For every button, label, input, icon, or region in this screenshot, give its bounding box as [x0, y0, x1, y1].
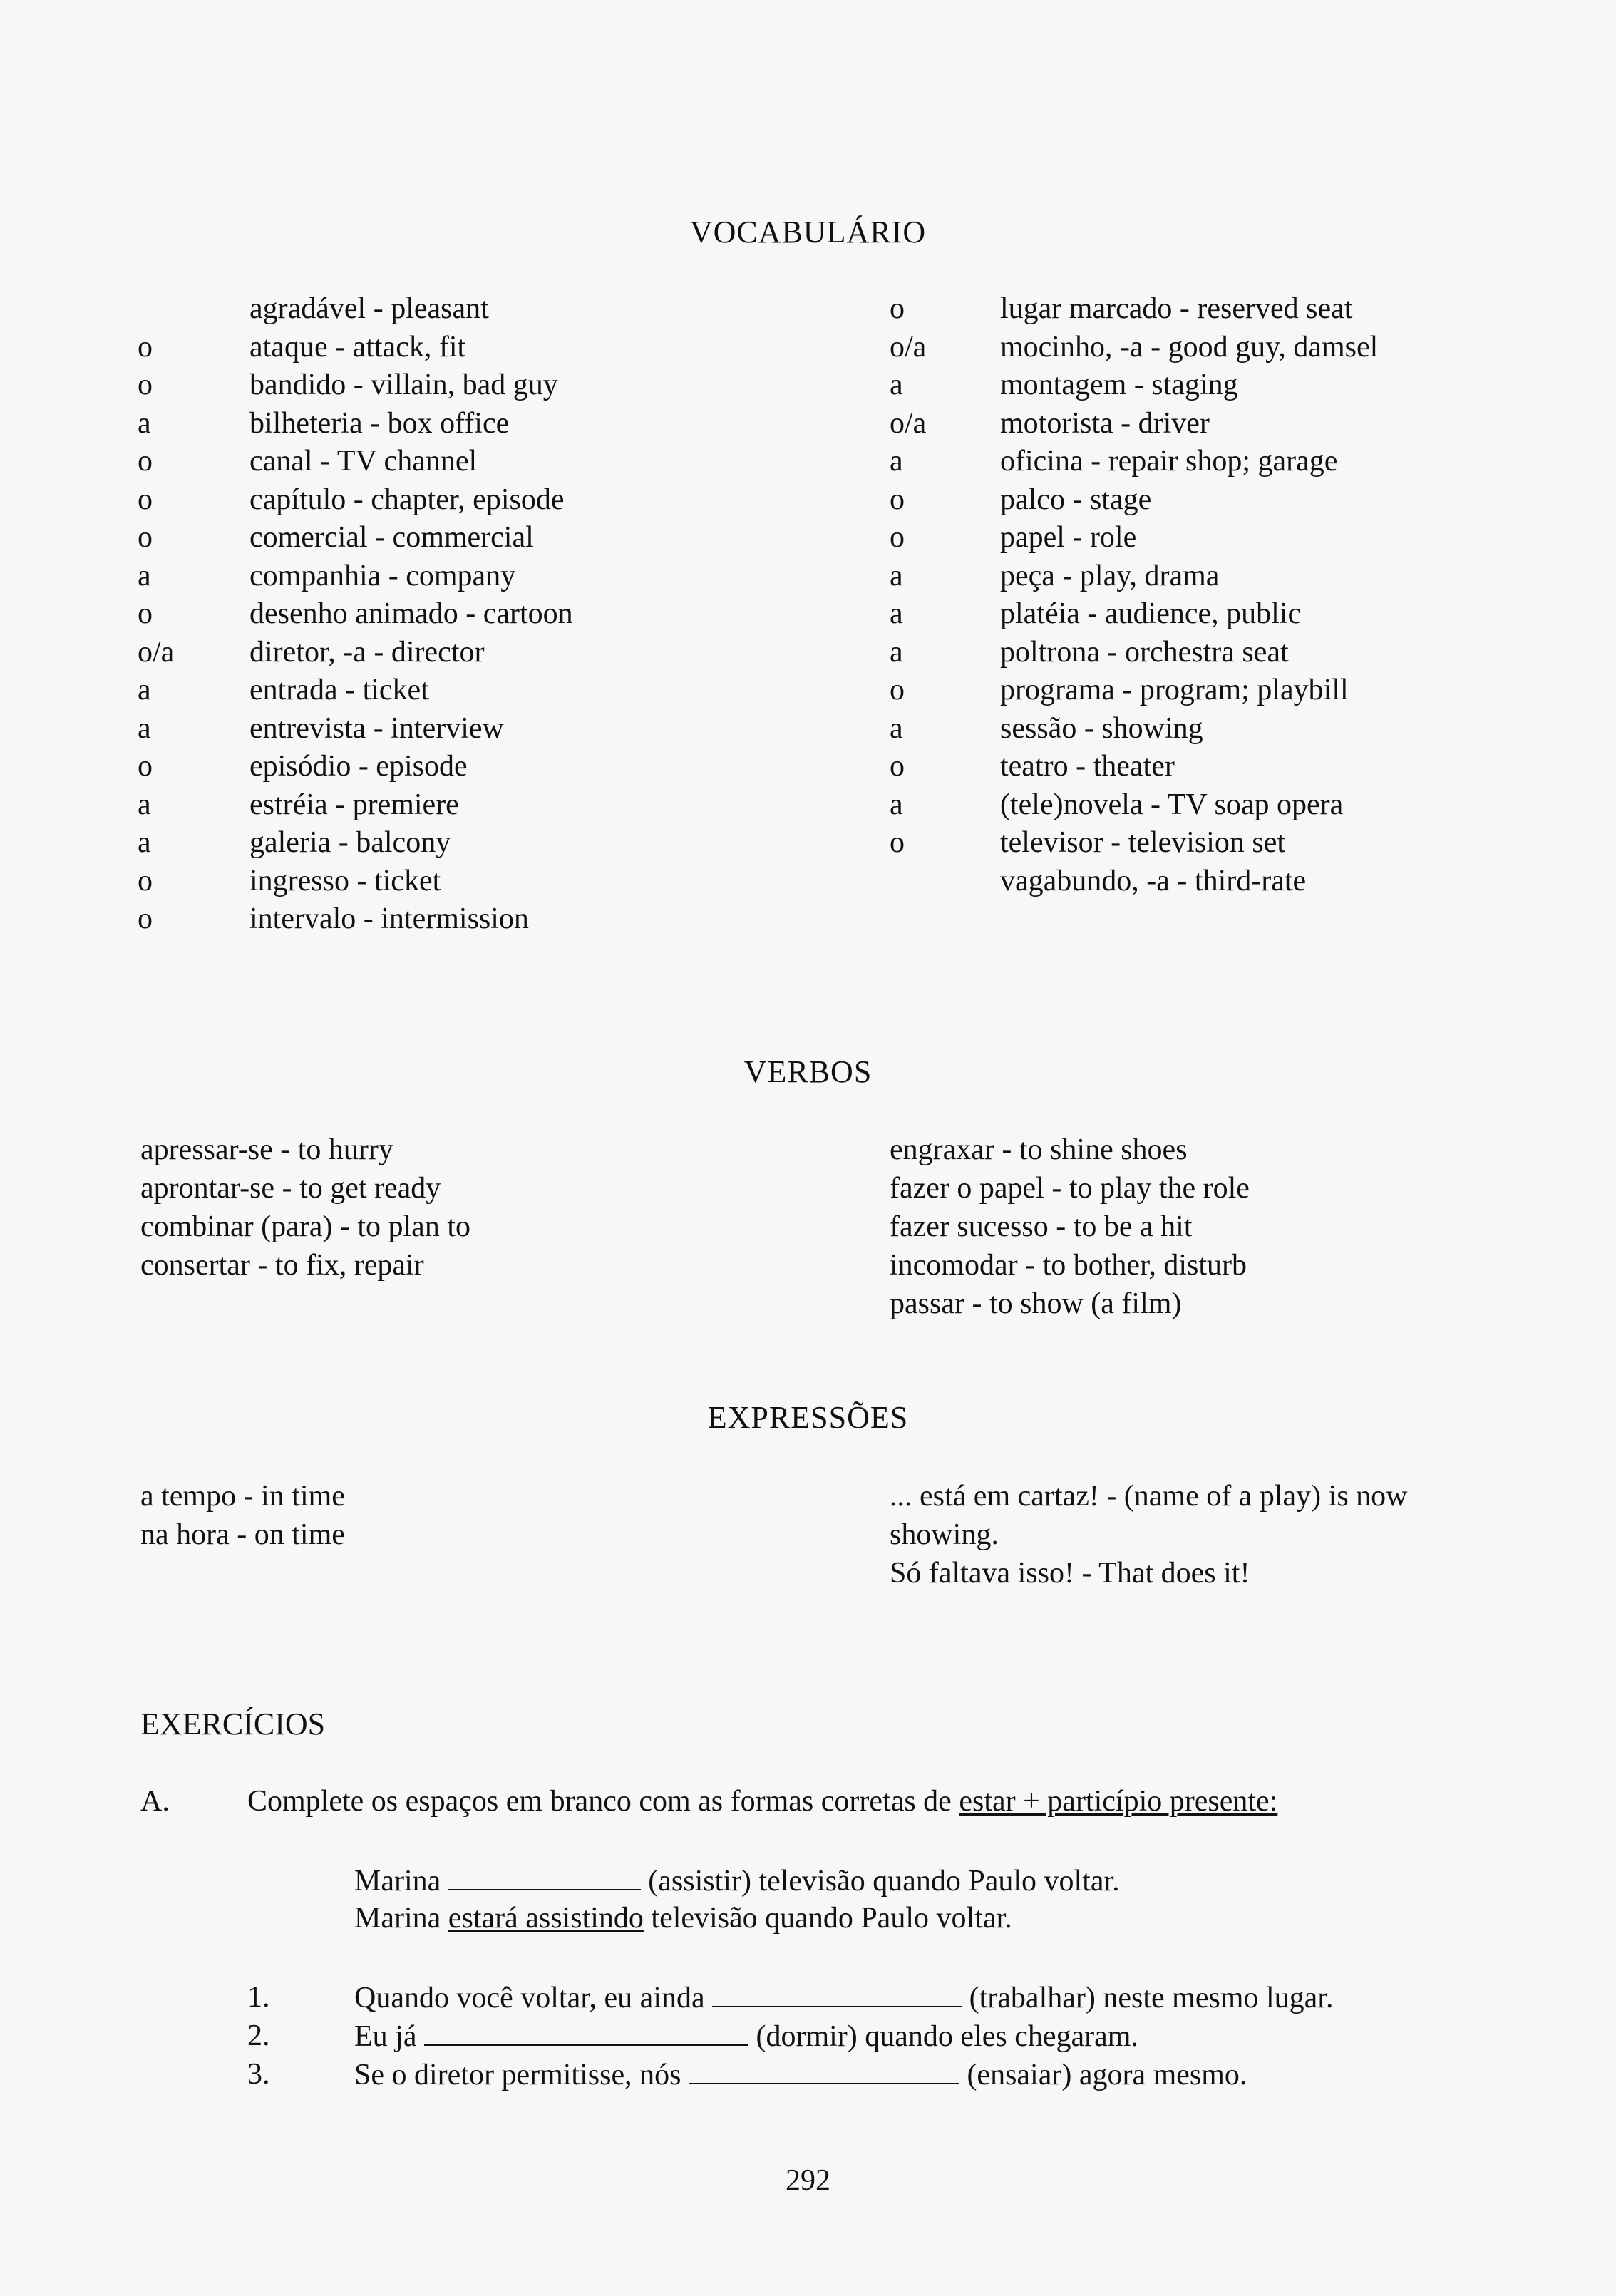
vocab-left-entry [138, 366, 850, 405]
vocab-term: papel - role [1000, 521, 1137, 554]
gender-article: a [138, 559, 151, 592]
vocab-left-entry [138, 519, 850, 557]
verb-entry: consertar - to fix, repair [140, 1249, 424, 1282]
gender-article: a [890, 559, 903, 592]
vocab-term: canal - TV channel [249, 445, 478, 478]
vocab-term: galeria - balcony [249, 826, 451, 859]
verb-entry: fazer sucesso - to be a hit [890, 1210, 1193, 1243]
vocab-left-entry [138, 824, 850, 863]
vocab-term: comercial - commercial [249, 521, 534, 554]
verb-entry: passar - to show (a film) [890, 1287, 1182, 1320]
page-number: 292 [786, 2164, 830, 2197]
gender-article: o [138, 597, 153, 630]
vocab-term: programa - program; playbill [1000, 674, 1349, 706]
item-3-number: 3. [247, 2058, 270, 2091]
expressions-list-right [890, 1477, 1408, 1592]
vocab-right-entry [890, 634, 1602, 672]
item-3 [354, 2057, 1247, 2092]
vocab-term: ataque - attack, fit [249, 330, 466, 364]
gender-article: a [890, 445, 903, 478]
item-3-end: (ensaiar) agora mesmo. [959, 2059, 1247, 2091]
gender-article: o [890, 750, 905, 783]
item-2-end: (dormir) quando eles chegaram. [748, 2020, 1138, 2053]
expression-entry: Só faltava isso! - That does it! [890, 1557, 1250, 1590]
vocab-right-entry [890, 748, 1602, 786]
vocab-left-entry [138, 290, 850, 329]
exercise-a-label: A. [140, 1785, 170, 1818]
gender-article: o [138, 483, 153, 516]
vocabulary-list-left [138, 290, 850, 939]
vocab-left-entry [138, 329, 850, 367]
example-2-end: televisão quando Paulo voltar. [643, 1902, 1012, 1935]
vocab-term: palco - stage [1000, 483, 1152, 516]
vocab-term: sessão - showing [1000, 711, 1203, 745]
vocab-term: teatro - theater [1000, 750, 1175, 783]
item-2 [354, 2019, 1138, 2054]
expression-entry: ... está em cartaz! - (name of a play) is now [890, 1480, 1408, 1513]
vocab-term: poltrona - orchestra seat [1000, 635, 1289, 669]
vocab-right-entry [890, 671, 1602, 710]
vocab-term: entrada - ticket [249, 674, 429, 706]
vocab-left-entry [138, 671, 850, 710]
gender-article: a [890, 711, 903, 745]
gender-article: a [138, 406, 151, 440]
example-2-underlined: estará assistindo [448, 1902, 644, 1935]
gender-article: o [138, 864, 153, 897]
gender-article: o/a [890, 406, 927, 440]
vocab-term: televisor - television set [1000, 826, 1286, 859]
vocab-left-entry [138, 748, 850, 786]
vocab-right-entry [890, 405, 1602, 443]
vocab-term: intervalo - intermission [249, 902, 529, 935]
gender-article: a [138, 788, 151, 821]
gender-article: o [138, 369, 153, 401]
gender-article: o [890, 674, 905, 706]
verbs-list-right [890, 1131, 1250, 1323]
item-2-number: 2. [247, 2019, 270, 2052]
vocab-term: desenho animado - cartoon [249, 597, 573, 630]
vocab-right-entry [890, 710, 1602, 748]
item-3-blank[interactable] [689, 2057, 959, 2084]
example-line-2 [354, 1901, 1012, 1935]
expression-entry: showing. [890, 1518, 999, 1551]
vocab-left-entry [138, 405, 850, 443]
verb-entry: fazer o papel - to play the role [890, 1172, 1250, 1205]
vocab-term: platéia - audience, public [1000, 597, 1302, 630]
vocab-right-entry [890, 481, 1602, 520]
expression-entry: a tempo - in time [140, 1480, 345, 1513]
gender-article: a [890, 635, 903, 669]
vocab-term: estréia - premiere [249, 788, 459, 821]
item-1-start: Quando você voltar, eu ainda [354, 1982, 713, 2014]
vocab-term: peça - play, drama [1000, 559, 1220, 592]
gender-article: a [890, 597, 903, 630]
verb-entry: combinar (para) - to plan to [140, 1210, 470, 1243]
vocab-right-entry [890, 824, 1602, 863]
gender-article: o [138, 902, 153, 935]
vocab-left-entry [138, 481, 850, 520]
vocab-term: capítulo - chapter, episode [249, 483, 565, 516]
vocab-term: montagem - staging [1000, 369, 1238, 401]
gender-article: o [138, 521, 153, 554]
example-line-1 [354, 1863, 1120, 1898]
gender-article: a [138, 711, 151, 745]
example-1-start: Marina [354, 1865, 448, 1898]
vocab-term: (tele)novela - TV soap opera [1000, 788, 1344, 821]
vocab-left-entry [138, 863, 850, 901]
vocab-left-entry [138, 710, 850, 748]
vocab-right-entry [890, 443, 1602, 481]
vocab-term: companhia - company [249, 559, 516, 592]
vocab-right-entry [890, 290, 1602, 329]
item-1-number: 1. [247, 1981, 270, 2014]
verbs-list-left [140, 1131, 470, 1285]
vocab-right-entry [890, 557, 1602, 596]
gender-article: a [138, 674, 151, 706]
vocab-left-entry [138, 443, 850, 481]
vocab-left-entry [138, 786, 850, 825]
vocab-left-entry [138, 595, 850, 634]
gender-article: o [138, 445, 153, 478]
gender-article: o [890, 521, 905, 554]
vocab-term: episódio - episode [249, 750, 468, 783]
verb-entry: incomodar - to bother, disturb [890, 1249, 1247, 1282]
example-2-start: Marina [354, 1902, 448, 1935]
vocab-right-entry [890, 786, 1602, 825]
vocab-term: mocinho, -a - good guy, damsel [1000, 330, 1379, 364]
gender-article: a [138, 826, 151, 859]
vocab-right-entry [890, 595, 1602, 634]
gender-article: o [890, 292, 905, 325]
gender-article: o/a [890, 330, 927, 364]
item-3-start: Se o diretor permitisse, nós [354, 2059, 689, 2091]
vocab-term: agradável - pleasant [249, 292, 489, 325]
vocab-term: oficina - repair shop; garage [1000, 445, 1338, 478]
vocab-right-entry [890, 863, 1602, 901]
item-1-end: (trabalhar) neste mesmo lugar. [962, 1982, 1334, 2014]
verbos-heading: VERBOS [743, 1054, 873, 1089]
expressoes-heading: EXPRESSÕES [707, 1400, 909, 1435]
vocab-term: bilheteria - box office [249, 406, 510, 440]
exercise-a-instruction [247, 1784, 1277, 1818]
item-2-start: Eu já [354, 2020, 424, 2053]
vocab-left-entry [138, 634, 850, 672]
exercicios-heading: EXERCÍCIOS [140, 1706, 326, 1741]
item-1-blank[interactable] [712, 1980, 962, 2007]
vocab-term: entrevista - interview [249, 711, 504, 745]
expression-entry: na hora - on time [140, 1518, 345, 1551]
vocabulary-list-right [890, 290, 1602, 900]
example-1-blank [448, 1863, 641, 1890]
vocabulario-heading: VOCABULÁRIO [689, 215, 927, 249]
vocab-term: ingresso - ticket [249, 864, 441, 897]
vocab-term: diretor, -a - director [249, 635, 485, 669]
vocab-right-entry [890, 329, 1602, 367]
verb-entry: apressar-se - to hurry [140, 1133, 393, 1166]
gender-article: o [890, 826, 905, 859]
gender-article: a [890, 369, 903, 401]
vocab-left-entry [138, 557, 850, 596]
gender-article: o [138, 750, 153, 783]
vocab-term: lugar marcado - reserved seat [1000, 292, 1353, 325]
vocab-term: bandido - villain, bad guy [249, 369, 558, 401]
verb-entry: aprontar-se - to get ready [140, 1172, 441, 1205]
vocab-right-entry [890, 366, 1602, 405]
gender-article: o [138, 330, 153, 364]
expressions-list-left [140, 1477, 345, 1554]
vocab-term: vagabundo, -a - third-rate [1000, 864, 1307, 897]
item-2-blank[interactable] [424, 2019, 748, 2046]
gender-article: a [890, 788, 903, 821]
verb-entry: engraxar - to shine shoes [890, 1133, 1188, 1166]
gender-article: o [890, 483, 905, 516]
instruction-text: Complete os espaços em branco com as formas corretas de [247, 1785, 959, 1818]
example-1-end: (assistir) televisão quando Paulo voltar. [640, 1865, 1120, 1898]
instruction-underlined: estar + particípio presente: [959, 1785, 1278, 1818]
item-1 [354, 1980, 1333, 2015]
vocab-right-entry [890, 519, 1602, 557]
vocab-left-entry [138, 900, 850, 939]
vocab-term: motorista - driver [1000, 406, 1210, 440]
gender-article: o/a [138, 635, 175, 669]
